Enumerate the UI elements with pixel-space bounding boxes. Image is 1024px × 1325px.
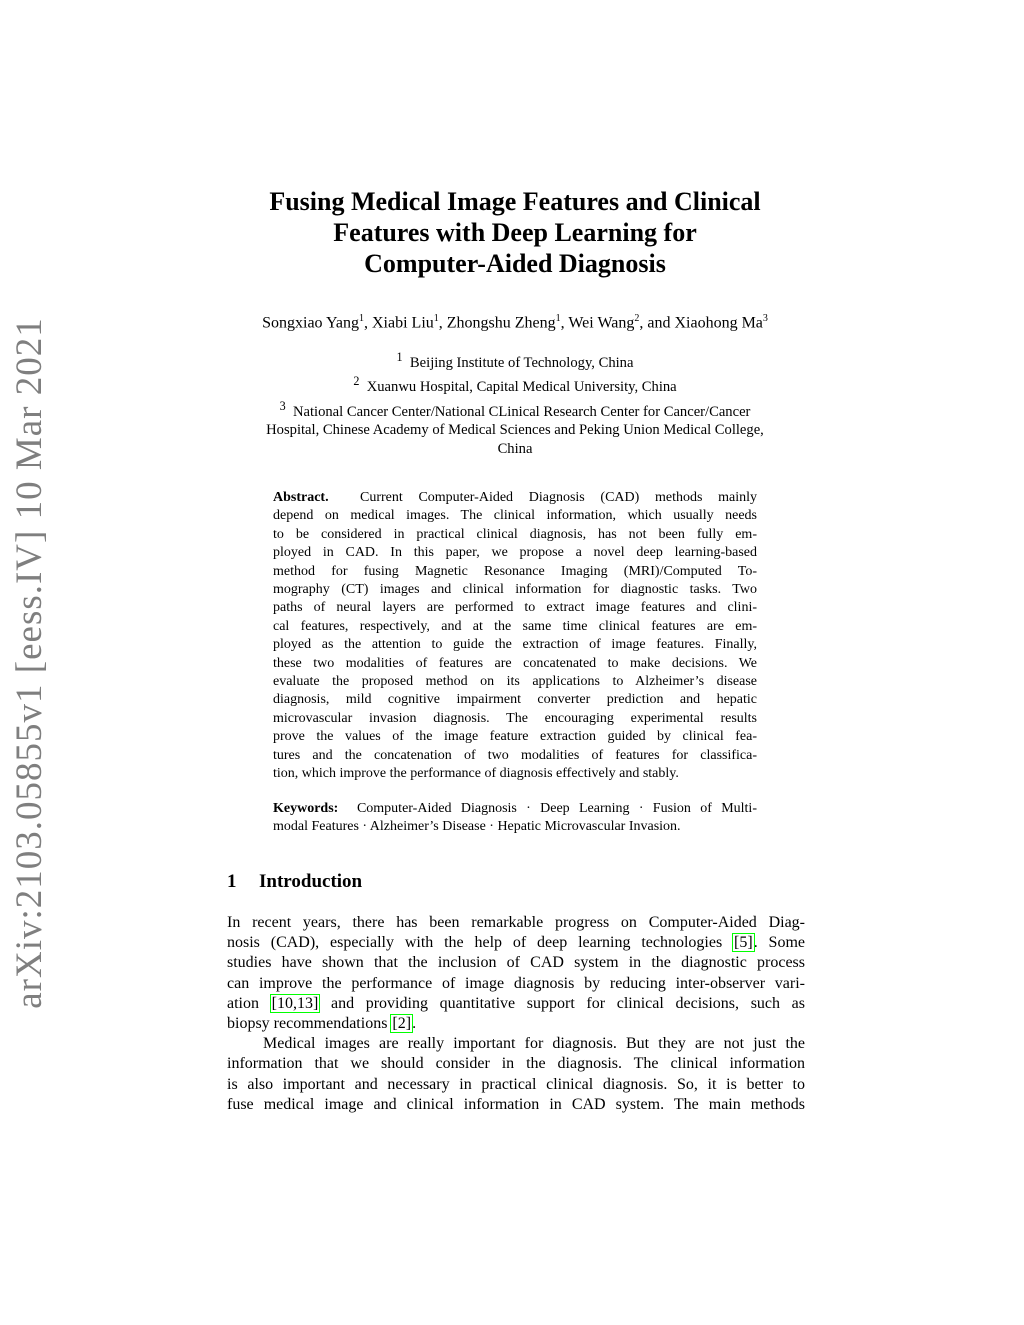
author-separator: , bbox=[438, 314, 447, 332]
body-line bbox=[227, 994, 805, 1014]
keywords-label: Keywords: bbox=[273, 801, 339, 816]
author-affil-mark: 3 bbox=[762, 313, 768, 324]
abstract-line: paths of neural layers are performed to extract image features and clini- bbox=[273, 600, 757, 616]
abstract-line: prove the values of the image feature extraction guided by clinical fea- bbox=[273, 729, 757, 745]
abstract-text: Current Computer-Aided Diagnosis (CAD) methods mainly bbox=[360, 490, 758, 505]
abstract-line: method for fusing Magnetic Resonance Imaging (MRI)/Computed To- bbox=[273, 563, 757, 579]
author-separator: , bbox=[560, 314, 569, 332]
affil-mark: 2 bbox=[353, 374, 360, 389]
abstract-line: evaluate the proposed method on its applications to Alzheimer’s disease bbox=[273, 674, 757, 690]
author-separator: , and bbox=[639, 314, 675, 332]
body-text: . Some bbox=[753, 934, 805, 952]
abstract-line: ployed in CAD. In this paper, we propose a novel deep learning-based bbox=[273, 545, 757, 561]
author-affil-mark: 1 bbox=[555, 313, 561, 324]
body-line: information that we should consider in the diagnosis. The clinical information bbox=[227, 1055, 805, 1073]
citation-link-5[interactable]: [5] bbox=[734, 934, 753, 952]
body-text: ation bbox=[227, 994, 271, 1012]
author-separator: , bbox=[364, 314, 372, 332]
section-heading bbox=[227, 871, 362, 893]
title-line: Features with Deep Learning for bbox=[333, 218, 697, 247]
affil-text: Beijing Institute of Technology, China bbox=[409, 354, 634, 371]
abstract-line: these two modalities of features are concatenated to make decisions. We bbox=[273, 655, 757, 671]
author-list bbox=[180, 313, 850, 332]
author-name: Wei Wang bbox=[568, 314, 635, 332]
abstract-line: to be considered in practical clinical diagnosis, has not been fully em- bbox=[273, 526, 757, 542]
author-affil-mark: 2 bbox=[634, 313, 640, 324]
abstract-line: cal features, respectively, and at the same time clinical features are em- bbox=[273, 618, 757, 634]
keywords bbox=[273, 800, 757, 837]
affiliation-3-cont: Hospital, Chinese Academy of Medical Sciences and Peking Union Medical College, bbox=[266, 422, 764, 439]
abstract-label: Abstract. bbox=[273, 490, 329, 505]
abstract-line: depend on medical images. The clinical information, which usually needs bbox=[273, 508, 757, 524]
affil-mark: 3 bbox=[279, 398, 286, 413]
abstract-line: tion, which improve the performance of diagnosis effectively and stably. bbox=[273, 766, 679, 782]
affiliation-1 bbox=[200, 348, 830, 372]
paper-title bbox=[180, 186, 850, 279]
abstract-line: mography (CT) images and clinical information for diagnostic tasks. Two bbox=[273, 582, 757, 598]
body-line bbox=[227, 933, 805, 953]
body-line: is also important and necessary in practical clinical diagnosis. So, it is better to bbox=[227, 1075, 805, 1093]
author-name: Xiabi Liu bbox=[372, 314, 434, 332]
keywords-line bbox=[273, 800, 757, 818]
section-title: Introduction bbox=[259, 871, 363, 892]
citation-link-10-13[interactable]: [10,13] bbox=[271, 994, 319, 1012]
affiliations bbox=[200, 348, 830, 459]
title-line: Fusing Medical Image Features and Clinical bbox=[269, 187, 761, 216]
author-name: Songxiao Yang bbox=[262, 314, 359, 332]
body-line: can improve the performance of image diagnosis by reducing inter-observer vari- bbox=[227, 974, 805, 992]
body-line: fuse medical image and clinical information in CAD system. The main methods bbox=[227, 1095, 805, 1113]
affiliation-2 bbox=[200, 372, 830, 396]
abstract-line: diagnosis, mild cognitive impairment converter prediction and hepatic bbox=[273, 692, 757, 708]
keywords-line: modal Features · Alzheimer’s Disease · Hepatic Microvascular Invasion. bbox=[273, 819, 681, 835]
body-text: . bbox=[412, 1015, 417, 1033]
title-line: Computer-Aided Diagnosis bbox=[364, 249, 666, 278]
body-line: In recent years, there has been remarkable progress on Computer-Aided Diag- bbox=[227, 914, 805, 931]
body-text: biopsy recommendations bbox=[227, 1015, 392, 1033]
abstract-line bbox=[273, 489, 757, 507]
affil-text: National Cancer Center/National CLinical Research Center for Cancer/Cancer bbox=[292, 403, 751, 420]
abstract-line: tures and the concatenation of two modalities of features for classifica- bbox=[273, 747, 757, 763]
affiliation-3 bbox=[200, 397, 830, 421]
author-affil-mark: 1 bbox=[433, 313, 439, 324]
affil-text: Xuanwu Hospital, Capital Medical University, China bbox=[366, 379, 677, 396]
body-line: studies have shown that the inclusion of CAD system in the diagnostic process bbox=[227, 954, 805, 972]
body-text: and providing quantitative support for clinical decisions, such as bbox=[319, 994, 806, 1012]
author-name: Zhongshu Zheng bbox=[446, 314, 556, 332]
affil-mark: 1 bbox=[396, 350, 403, 364]
arxiv-side-stamp: arXiv:2103.05855v1 [eess.IV] 10 Mar 2021 bbox=[9, 317, 50, 1009]
affiliation-3-cont: China bbox=[497, 440, 533, 457]
abstract-line: microvascular invasion diagnosis. The encouraging experimental results bbox=[273, 710, 757, 726]
abstract bbox=[273, 489, 757, 784]
keywords-text: Computer-Aided Diagnosis · Deep Learning · Fusion of Multi- bbox=[356, 801, 757, 816]
author-name: Xiaohong Ma bbox=[674, 314, 763, 332]
section-number: 1 bbox=[227, 871, 237, 892]
body-text: nosis (CAD), especially with the help of deep learning technologies bbox=[227, 934, 734, 952]
body-line: Medical images are really important for diagnosis. But they are not just the bbox=[263, 1035, 805, 1053]
abstract-line: ployed as the attention to guide the extraction of image features. Finally, bbox=[273, 637, 757, 653]
intro-body bbox=[227, 913, 805, 1115]
citation-link-2[interactable]: [2] bbox=[392, 1015, 412, 1033]
author-affil-mark: 1 bbox=[359, 313, 364, 324]
body-line bbox=[227, 1014, 805, 1034]
